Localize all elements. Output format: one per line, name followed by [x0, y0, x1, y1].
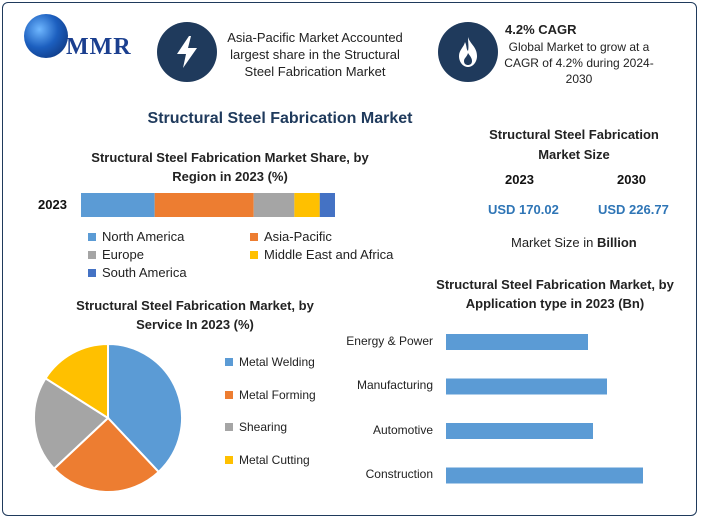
- cagr-title: 4.2% CAGR: [505, 22, 577, 37]
- region-stacked-bar: [81, 193, 341, 217]
- region-bar-segment-middle-east-and-africa: [294, 193, 319, 217]
- legend-swatch: [225, 423, 233, 431]
- legend-swatch: [250, 233, 258, 241]
- pie-legend-shearing: [225, 420, 287, 434]
- region-chart-title: Structural Steel Fabrication Market Share, by Region in 2023 (%): [91, 150, 369, 184]
- service-chart-title: Structural Steel Fabrication Market, by Service In 2023 (%): [76, 298, 314, 332]
- main-title: Structural Steel Fabrication Market: [147, 110, 413, 127]
- legend-swatch: [225, 456, 233, 464]
- legend-label: Europe: [102, 247, 144, 262]
- legend-label: Metal Forming: [239, 388, 316, 402]
- app-category-label-manufacturing: Manufacturing: [356, 378, 433, 392]
- app-bar-manufacturing: [446, 379, 607, 395]
- legend-label: Middle East and Africa: [264, 247, 394, 262]
- region-bar-segment-south-america: [320, 193, 335, 217]
- market-size-unit-note: [511, 235, 637, 250]
- application-bar-chart: [440, 322, 680, 492]
- market-size-year-2030: 2030: [617, 172, 646, 187]
- legend-asia-pacific: [250, 229, 332, 244]
- region-bar-segment-asia-pacific: [155, 193, 254, 217]
- pie-legend-metal-forming: [225, 388, 316, 402]
- legend-swatch: [225, 391, 233, 399]
- legend-swatch: [88, 233, 96, 241]
- legend-europe: [88, 247, 144, 262]
- app-bar-construction: [446, 468, 643, 484]
- brand-logo-text: MMR: [66, 34, 132, 60]
- market-size-year-2023: 2023: [505, 172, 534, 187]
- legend-label: Metal Welding: [239, 355, 315, 369]
- legend-label: Asia-Pacific: [264, 229, 332, 244]
- region-bar-year-label: 2023: [38, 197, 67, 212]
- legend-middle-east-africa: [250, 247, 393, 262]
- app-bar-automotive: [446, 423, 593, 439]
- region-bar-segment-europe: [254, 193, 295, 217]
- legend-south-america: [88, 265, 187, 280]
- region-highlight-text: Asia-Pacific Market Accounted largest share in the Structural Steel Fabrication Market: [227, 30, 403, 79]
- legend-label: North America: [102, 229, 185, 244]
- legend-swatch: [225, 358, 233, 366]
- legend-label: South America: [102, 265, 187, 280]
- app-category-label-construction: Construction: [365, 467, 433, 481]
- region-bar-segment-north-america: [81, 193, 155, 217]
- app-category-label-automotive: Automotive: [372, 423, 433, 437]
- app-category-label-energy: Energy & Power: [346, 334, 433, 348]
- unit-note-prefix: Market Size in: [511, 235, 597, 250]
- globe-logo-icon: [24, 14, 68, 58]
- service-pie-chart: [30, 340, 186, 496]
- legend-swatch: [88, 251, 96, 259]
- legend-label: Metal Cutting: [239, 453, 310, 467]
- cagr-description: Global Market to grow at a CAGR of 4.2% during 2024-2030: [504, 40, 654, 86]
- app-bar-energy-power: [446, 334, 588, 350]
- market-size-value-2023: USD 170.02: [488, 202, 559, 217]
- pie-legend-metal-welding: [225, 355, 315, 369]
- lightning-icon: [157, 22, 217, 82]
- legend-swatch: [250, 251, 258, 259]
- market-size-title: Structural Steel Fabrication Market Size: [489, 127, 659, 162]
- unit-note-bold: Billion: [596, 235, 637, 250]
- legend-swatch: [88, 269, 96, 277]
- market-size-value-2030: USD 226.77: [598, 202, 669, 217]
- legend-label: Shearing: [239, 420, 288, 434]
- application-chart-title: Structural Steel Fabrication Market, by Application type in 2023 (Bn): [436, 277, 674, 311]
- legend-north-america: [88, 229, 184, 244]
- flame-icon: [438, 22, 498, 82]
- pie-legend-metal-cutting: [225, 453, 310, 467]
